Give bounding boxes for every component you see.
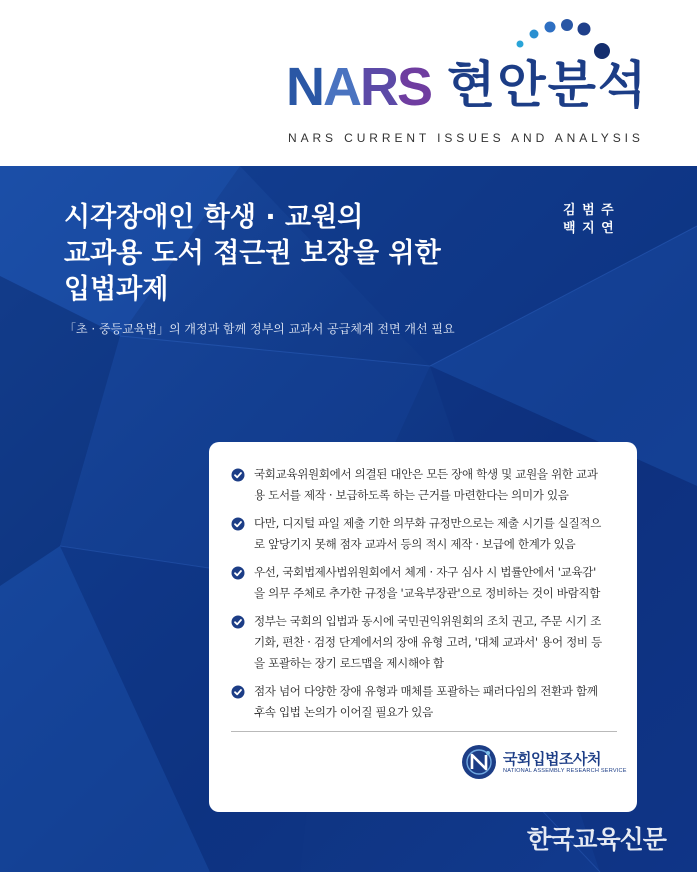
summary-line: 용 도서를 제작 · 보급하도록 하는 근거를 마련한다는 의미가 있음 xyxy=(254,488,569,502)
summary-text xyxy=(254,464,598,506)
summary-item xyxy=(231,611,623,674)
summary-list xyxy=(231,464,623,730)
card-divider xyxy=(231,731,617,732)
summary-line: 로 앞당기지 못해 점자 교과서 등의 적시 제작 · 보급에 한계가 있음 xyxy=(254,537,576,551)
title-line: 입법과제 xyxy=(64,274,169,305)
summary-line: 을 의무 주체로 추가한 규정을 '교육부장관'으로 정비하는 것이 바람직함 xyxy=(254,586,601,600)
summary-line: 점자 넘어 다양한 장애 유형과 매체를 포괄하는 패러다임의 전환과 함께 xyxy=(254,684,598,698)
header xyxy=(0,0,697,166)
summary-line: 우선, 국회법제사법위원회에서 체계 · 자구 심사 시 법률안에서 '교육감' xyxy=(254,565,596,579)
institution-name: 국회입법조사처 xyxy=(503,750,601,768)
summary-line: 을 포괄하는 장기 로드맵을 제시해야 함 xyxy=(254,656,444,670)
summary-text xyxy=(254,513,601,555)
summary-item xyxy=(231,562,623,604)
nars-logo: NARS xyxy=(286,57,432,117)
report-subtitle: 「초 · 중등교육법」의 개정과 함께 정부의 교과서 공급체계 전면 개선 필요 xyxy=(64,322,455,336)
check-circle-icon xyxy=(231,566,245,580)
check-circle-icon xyxy=(231,615,245,629)
title-line: 시각장애인 학생 · 교원의 xyxy=(64,202,364,233)
check-circle-icon xyxy=(231,517,245,531)
summary-line: 기화, 편찬 · 검정 단계에서의 장애 유형 고려, '대체 교과서' 용어 정비 등 xyxy=(254,635,602,649)
check-circle-icon xyxy=(231,685,245,699)
summary-line: 후속 입법 논의가 이어질 필요가 있음 xyxy=(254,705,433,719)
summary-text xyxy=(254,681,598,723)
institution-logo xyxy=(461,744,627,780)
authors xyxy=(563,202,633,238)
series-subtitle: NARS CURRENT ISSUES AND ANALYSIS xyxy=(288,131,644,145)
summary-item xyxy=(231,681,623,723)
author-name: 백 지 연 xyxy=(563,221,615,236)
title-line: 교과용 도서 접근권 보장을 위한 xyxy=(64,238,441,269)
nars-emblem-icon xyxy=(461,744,497,780)
summary-card xyxy=(209,442,637,812)
summary-item xyxy=(231,464,623,506)
summary-line: 국회교육위원회에서 의결된 대안은 모든 장애 학생 및 교원을 위한 교과 xyxy=(254,467,598,481)
series-title: 현안분석 xyxy=(447,56,649,114)
author-name: 김 범 주 xyxy=(563,203,615,218)
logo xyxy=(286,56,649,117)
report-title xyxy=(64,200,504,308)
summary-text xyxy=(254,611,602,674)
summary-line: 다만, 디지털 파일 제출 기한 의무화 규정만으로는 제출 시기를 실질적으 xyxy=(254,516,602,530)
summary-item xyxy=(231,513,623,555)
watermark: 한국교육신문 xyxy=(527,825,666,854)
summary-line: 정부는 국회의 입법과 동시에 국민권익위원회의 조치 권고, 주문 시기 조 xyxy=(254,614,602,628)
institution-name-en: NATIONAL ASSEMBLY RESEARCH SERVICE xyxy=(503,768,627,774)
summary-text xyxy=(254,562,600,604)
institution-text xyxy=(503,750,627,774)
check-circle-icon xyxy=(231,468,245,482)
